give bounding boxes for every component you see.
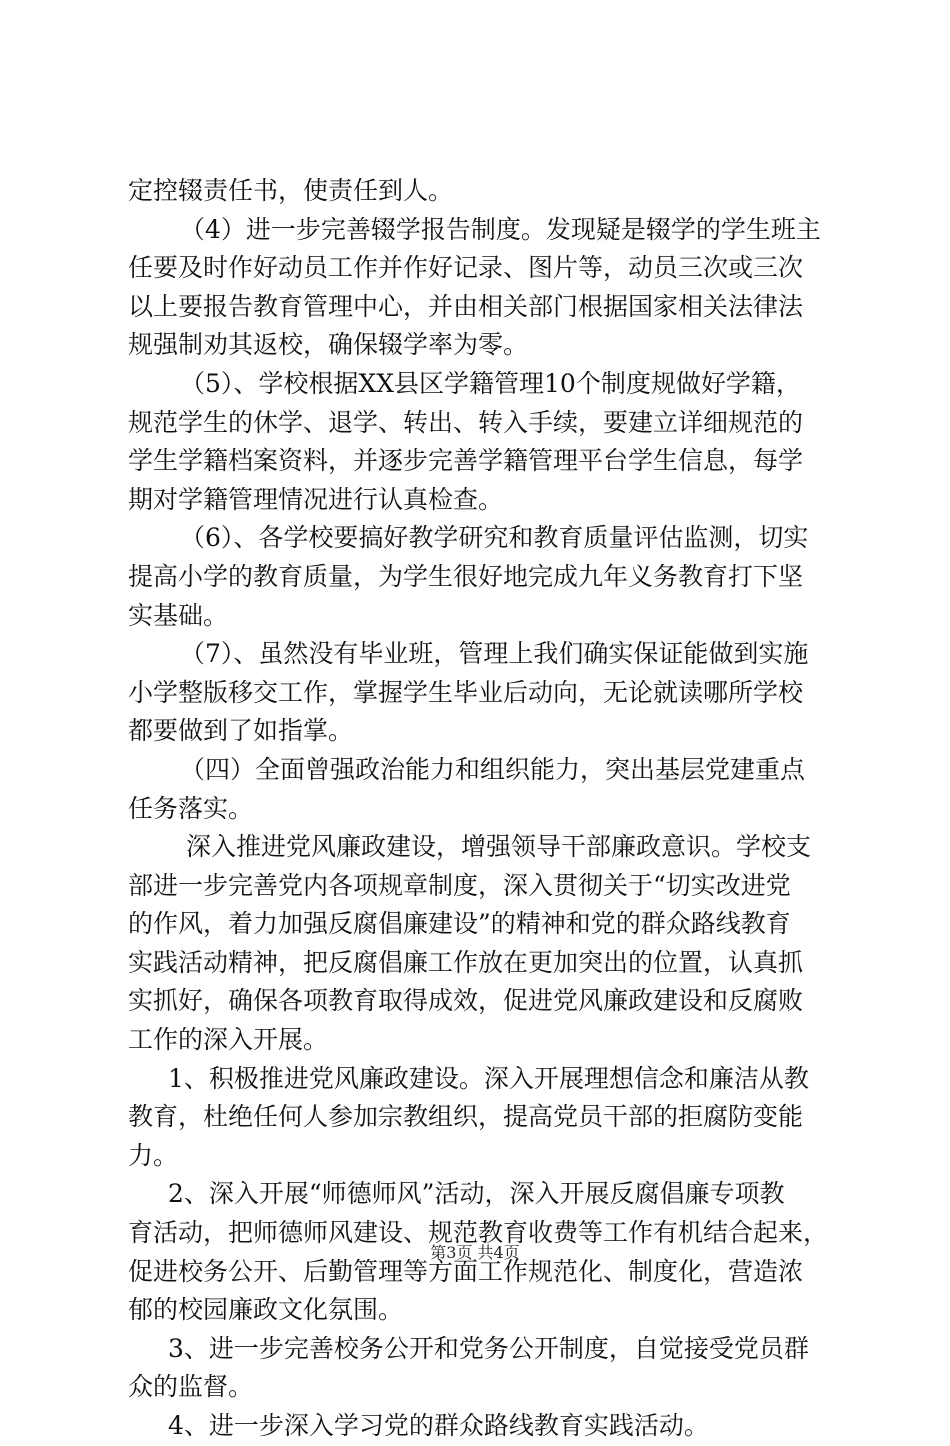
- text-line: 促进校务公开、后勤管理等方面工作规范化、制度化，营造浓: [128, 1256, 804, 1286]
- text-line: 实抓好，确保各项教育取得成效，促进党风廉政建设和反腐败: [128, 986, 804, 1016]
- text-line: 4、进一步深入学习党的群众路线教育实践活动。: [168, 1411, 709, 1440]
- text-line: 2、深入开展“师德师风”活动，深入开展反腐倡廉专项教: [168, 1179, 785, 1209]
- text-line: 部进一步完善党内各项规章制度，深入贯彻关于“切实改进党: [128, 870, 791, 900]
- text-line: （6）、各学校要搞好教学研究和教育质量评估监测，切实: [180, 523, 809, 553]
- text-line: 教育，杜绝任何人参加宗教组织，提高党员干部的拒腐防变能: [128, 1102, 804, 1132]
- section-heading-line: （四）全面曾强政治能力和组织能力，突出基层党建重点: [180, 754, 806, 784]
- text-line: 实基础。: [128, 600, 229, 630]
- text-line: 期对学籍管理情况进行认真检查。: [128, 484, 504, 514]
- text-line: 工作的深入开展。: [128, 1025, 329, 1055]
- text-line: 任要及时作好动员工作并作好记录、图片等，动员三次或三次: [128, 253, 804, 283]
- text-line: 的作风，着力加强反腐倡廉建设”的精神和党的群众路线教育: [128, 909, 791, 939]
- text-line: 都要做到了如指掌。: [128, 716, 354, 746]
- text-line: 众的监督。: [128, 1372, 254, 1402]
- text-line: 力。: [128, 1140, 179, 1170]
- text-line: （7）、虽然没有毕业班，管理上我们确实保证能做到实施: [180, 639, 809, 669]
- text-line: 育活动，把师德师风建设、规范教育收费等工作有机结合起来，: [128, 1218, 829, 1248]
- section-heading-line: 任务落实。: [128, 793, 254, 823]
- text-line: （4）进一步完善辍学报告制度。发现疑是辍学的学生班主: [180, 214, 821, 244]
- text-line: 实践活动精神，把反腐倡廉工作放在更加突出的位置，认真抓: [128, 947, 804, 977]
- text-line: （5）、学校根据XX县区学籍管理10个制度规做好学籍，: [180, 368, 801, 398]
- text-line: 学生学籍档案资料，并逐步完善学籍管理平台学生信息，每学: [128, 446, 804, 476]
- text-line: 深入推进党风廉政建设，增强领导干部廉政意识。学校支: [186, 832, 812, 862]
- text-line: 规范学生的休学、退学、转出、转入手续，要建立详细规范的: [128, 407, 804, 437]
- text-line: 以上要报告教育管理中心，并由相关部门根据国家相关法律法: [128, 291, 804, 321]
- text-line: 郁的校园廉政文化氛围。: [128, 1295, 404, 1325]
- page-footer: 第3页 共4页: [430, 1243, 520, 1262]
- text-line: 1、积极推进党风廉政建设。深入开展理想信念和廉洁从教: [168, 1063, 809, 1093]
- text-line: 3、进一步完善校务公开和党务公开制度，自觉接受党员群: [168, 1333, 809, 1363]
- text-line: 规强制劝其返校，确保辍学率为零。: [128, 330, 529, 360]
- text-line: 定控辍责任书，使责任到人。: [128, 176, 454, 205]
- text-line: 提高小学的教育质量，为学生很好地完成九年义务教育打下坚: [128, 561, 804, 591]
- text-line: 小学整版移交工作，掌握学生毕业后动向，无论就读哪所学校: [128, 677, 804, 707]
